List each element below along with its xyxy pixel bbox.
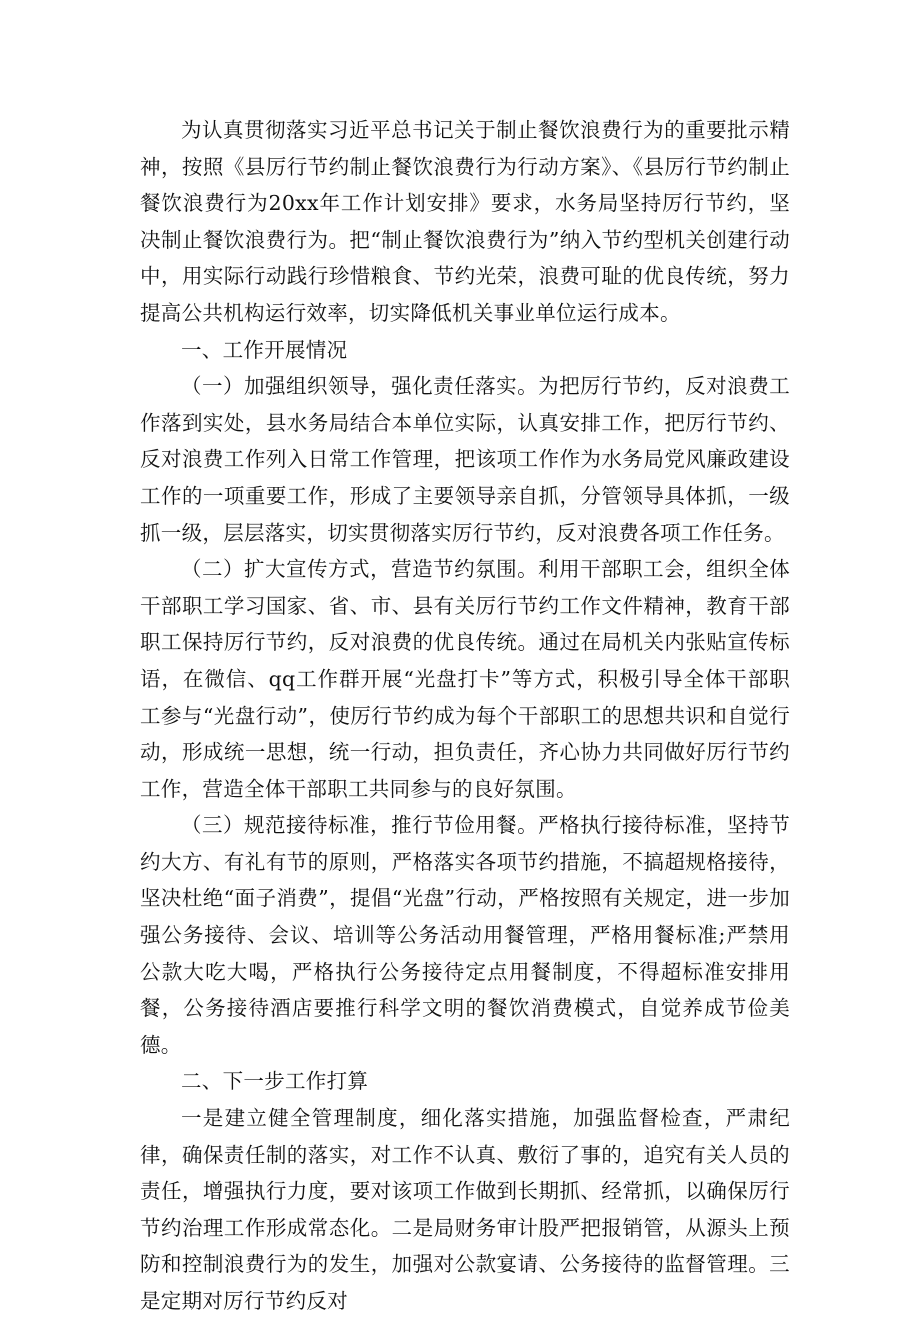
- next-steps-paragraph: 一是建立健全管理制度，细化落实措施，加强监督检查，严肃纪律，确保责任制的落实，对工作不认真、敷衍了事的，追究有关人员的责任，增强执行力度，要对该项工作做到长期抓、经常抓，以确保厉行节约治理工作形成常态化。二是局财务审计股严把报销管，从源头上预防和控制浪费行为的发生，加强对公款宴请、公务接待的监督管理。三是定期对厉行节约反对: [140, 1106, 790, 1313]
- section-heading-work-status: 一、工作开展情况: [181, 337, 348, 362]
- subsection-paragraph-publicity: （二）扩大宣传方式，营造节约氛围。利用干部职工会，组织全体干部职工学习国家、省、市、县有关厉行节约工作文件精神，教育干部职工保持厉行节约，反对浪费的优良传统。通过在局机关内张贴宣传标语，在微信、qq工作群开展“光盘打卡”等方式，积极引导全体干部职工参与“光盘行动”，使厉行节约成为每个干部职工的思想共识和自觉行动，形成统一思想，统一行动，担负责任，齐心协力共同做好厉行节约工作，营造全体干部职工共同参与的良好氛围。: [140, 557, 790, 801]
- subsection-paragraph-organization: （一）加强组织领导，强化责任落实。为把厉行节约，反对浪费工作落到实处，县水务局结合本单位实际，认真安排工作，把厉行节约、反对浪费工作列入日常工作管理，把该项工作作为水务局党风廉政建设工作的一项重要工作，形成了主要领导亲自抓，分管领导具体抓，一级抓一级，层层落实，切实贯彻落实厉行节约，反对浪费各项工作任务。: [140, 374, 790, 545]
- document-body: [140, 112, 790, 1320]
- subsection-paragraph-reception: （三）规范接待标准，推行节俭用餐。严格执行接待标准，坚持节约大方、有礼有节的原则，严格落实各项节约措施，不搞超规格接待，坚决杜绝“面子消费”，提倡“光盘”行动，严格按照有关规定，进一步加强公务接待、会议、培训等公务活动用餐管理，严格用餐标准;严禁用公款大吃大喝，严格执行公务接待定点用餐制度，不得超标准安排用餐，公务接待酒店要推行科学文明的餐饮消费模式，自觉养成节俭美德。: [140, 813, 790, 1057]
- intro-paragraph: 为认真贯彻落实习近平总书记关于制止餐饮浪费行为的重要批示精神，按照《县厉行节约制止餐饮浪费行为行动方案》、《县厉行节约制止餐饮浪费行为20xx年工作计划安排》要求，水务局坚持厉行节约，坚决制止餐饮浪费行为。把“制止餐饮浪费行为”纳入节约型机关创建行动中，用实际行动践行珍惜粮食、节约光荣，浪费可耻的优良传统，努力提高公共机构运行效率，切实降低机关事业单位运行成本。: [140, 118, 790, 325]
- section-heading-next-steps: 二、下一步工作打算: [181, 1069, 369, 1094]
